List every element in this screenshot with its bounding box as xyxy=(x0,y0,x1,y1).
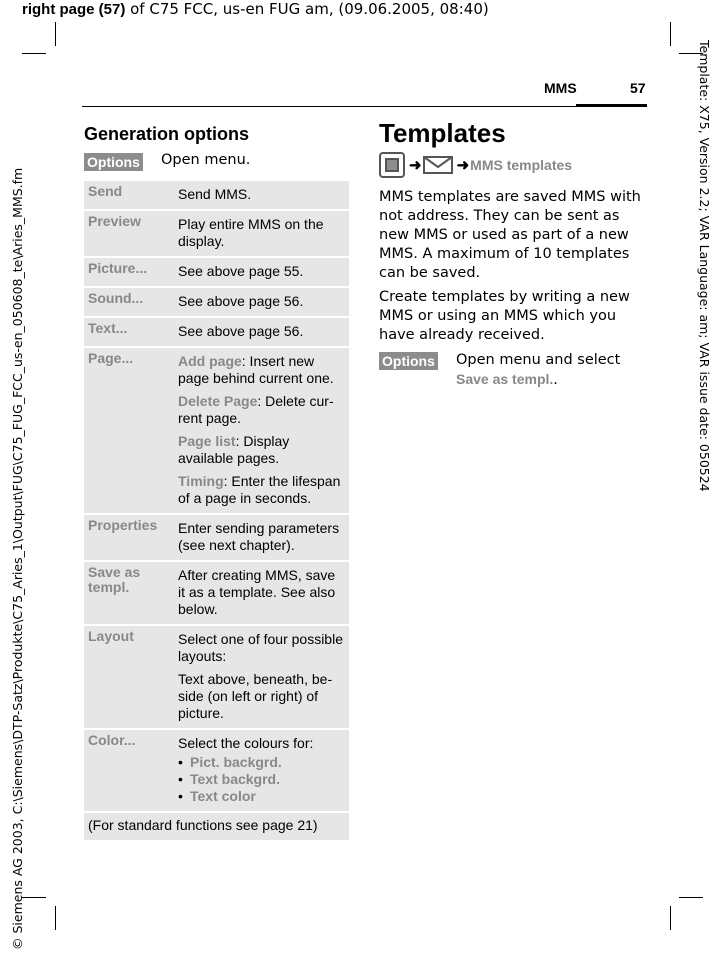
option-desc xyxy=(174,181,349,209)
templates-softkey-item-line xyxy=(456,370,646,390)
option-desc xyxy=(174,626,349,728)
option-keyword: Add page xyxy=(178,353,242,369)
templates-heading: Templates xyxy=(379,118,506,148)
option-subitem-text: : Enter the lifespan of a page in seconds. xyxy=(178,473,341,506)
option-term: Picture... xyxy=(88,260,148,276)
option-desc-text: Select the colours for: xyxy=(178,735,314,751)
templates-softkey-desc xyxy=(456,351,646,390)
option-keyword: Page list xyxy=(178,433,236,449)
option-desc xyxy=(174,348,349,513)
table-row xyxy=(84,515,349,562)
option-term: Text... xyxy=(88,320,128,336)
option-desc xyxy=(174,258,349,286)
arrow-icon: ➜ xyxy=(409,157,422,174)
option-term: Save as templ. xyxy=(88,564,141,595)
option-desc-text: See above page 56. xyxy=(178,323,304,339)
options-softkey-desc: Open menu. xyxy=(161,152,251,168)
option-desc-text: Play entire MMS on the display. xyxy=(178,216,324,249)
generation-options-table xyxy=(84,181,349,840)
bullet-item xyxy=(178,754,345,771)
header-rule-thick xyxy=(576,104,647,107)
crop-mark xyxy=(679,897,703,898)
table-footer-note: (For standard functions see page 21) xyxy=(84,813,349,840)
option-subitem xyxy=(178,433,345,467)
print-header xyxy=(22,0,489,18)
option-term: Properties xyxy=(88,517,158,533)
side-template-info: Template: X75, Version 2.2; VAR Language: am; VAR issue date: 050524 xyxy=(697,40,712,492)
nav-key-icon xyxy=(379,152,405,178)
bullet-item xyxy=(178,788,345,805)
option-subitem xyxy=(178,353,345,387)
bullet-dot-icon: • xyxy=(178,788,183,804)
option-term: Send xyxy=(88,183,123,199)
option-desc xyxy=(174,730,349,811)
bullet-keyword: Text backgrd. xyxy=(190,771,280,787)
header-rule xyxy=(82,106,576,107)
table-row xyxy=(84,348,349,515)
option-term: Color... xyxy=(88,732,136,748)
crop-mark xyxy=(55,22,56,46)
crop-mark xyxy=(22,53,46,54)
print-header-bold: right page (57) xyxy=(22,1,126,18)
table-row xyxy=(84,626,349,730)
table-row xyxy=(84,562,349,626)
templates-softkey-row xyxy=(379,351,438,370)
option-subitem-text: : Delete cur-rent page. xyxy=(178,393,334,426)
running-head-page: 57 xyxy=(630,80,646,96)
crop-mark xyxy=(22,897,46,898)
option-desc-text: Enter sending parameters (see next chapter). xyxy=(178,520,340,553)
templates-paragraph-1: MMS templates are saved MMS with not address. They can be sent as new MMS or used as part of a new MMS. A maximum of 10 templates can be saved. xyxy=(379,189,641,281)
print-header-rest: of C75 FCC, us-en FUG am, (09.06.2005, 08:40) xyxy=(125,0,489,18)
running-head-section: MMS xyxy=(544,80,577,96)
option-desc-text: Send MMS. xyxy=(178,186,252,202)
option-keyword: Delete Page xyxy=(178,393,258,409)
crop-mark xyxy=(670,906,671,930)
table-row xyxy=(84,288,349,318)
option-term: Preview xyxy=(88,213,141,229)
option-subitem xyxy=(178,473,345,507)
option-term: Page... xyxy=(88,350,134,366)
option-desc xyxy=(174,211,349,256)
options-softkey[interactable]: Options xyxy=(84,153,143,171)
envelope-icon xyxy=(423,156,453,174)
templates-paragraph-2: Create templates by writing a new MMS or using an MMS which you have already received. xyxy=(379,289,630,343)
option-term: Layout xyxy=(88,628,134,644)
option-desc-text: Select one of four possible layouts: xyxy=(178,631,343,664)
side-copyright-path: © Siemens AG 2003, C:\Siemens\DTP-Satz\Produkte\C75_Aries_1\Output\FUG\C75_FUG_FCC_us-en_050608_te\Aries_MMS.fm xyxy=(10,167,25,950)
bullet-item xyxy=(178,771,345,788)
templates-softkey-text: Open menu and select xyxy=(456,352,621,368)
generation-options-heading: Generation options xyxy=(84,124,250,144)
bullet-keyword: Pict. backgrd. xyxy=(190,754,282,770)
option-subitem-text: : Insert new page behind current one. xyxy=(178,353,334,386)
table-row xyxy=(84,730,349,813)
option-desc-text: See above page 56. xyxy=(178,293,304,309)
option-keyword: Timing xyxy=(178,473,224,489)
crop-mark xyxy=(55,906,56,930)
templates-softkey-suffix: . xyxy=(553,372,558,388)
option-desc-text: After creating MMS, save it as a template. See also below. xyxy=(178,567,336,617)
option-desc-text: Text above, beneath, be-side (on left or right) of picture. xyxy=(178,671,333,721)
option-subitem-text: : Display available pages. xyxy=(178,433,290,466)
bullet-dot-icon: • xyxy=(178,771,183,787)
bullet-keyword: Text color xyxy=(190,788,256,804)
option-desc xyxy=(174,562,349,624)
option-desc xyxy=(174,288,349,316)
option-desc-text: See above page 55. xyxy=(178,263,304,279)
table-row xyxy=(84,211,349,258)
options-softkey-row xyxy=(84,152,143,171)
menu-path-label: MMS templates xyxy=(470,157,573,173)
table-row xyxy=(84,258,349,288)
table-row xyxy=(84,318,349,348)
crop-mark xyxy=(670,22,671,46)
templates-options-softkey[interactable]: Options xyxy=(379,352,438,370)
option-subitem xyxy=(178,393,345,427)
arrow-icon: ➜ xyxy=(456,157,470,174)
save-as-templ-keyword: Save as templ. xyxy=(456,371,554,387)
table-row xyxy=(84,181,349,211)
bullet-dot-icon: • xyxy=(178,754,183,770)
option-desc xyxy=(174,515,349,560)
menu-path xyxy=(379,152,572,178)
option-term: Sound... xyxy=(88,290,144,306)
option-desc xyxy=(174,318,349,346)
